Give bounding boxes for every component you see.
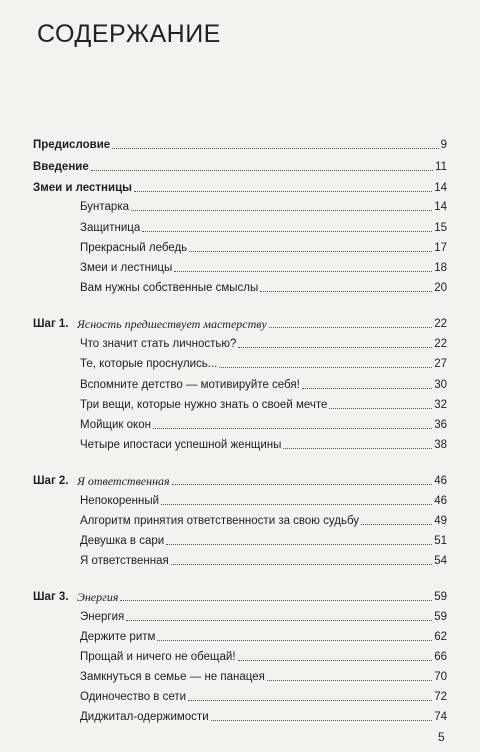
page-number: 5 bbox=[438, 730, 445, 744]
toc-subentry[interactable] bbox=[80, 279, 447, 295]
toc-entry-label: Прекрасный лебедь bbox=[80, 242, 188, 254]
dot-leader bbox=[166, 544, 432, 545]
dot-leader bbox=[188, 700, 432, 701]
dot-leader bbox=[238, 347, 432, 348]
dot-leader bbox=[131, 210, 432, 211]
toc-entry-label: Я ответственная bbox=[80, 555, 169, 567]
toc-entry-label: Три вещи, которые нужно знать о своей мечте bbox=[80, 399, 328, 411]
toc-entry-page: 74 bbox=[434, 711, 447, 723]
dot-leader bbox=[161, 504, 432, 505]
dot-leader bbox=[189, 251, 432, 252]
toc-entry-page: 36 bbox=[434, 419, 447, 431]
toc-entry-page: 62 bbox=[434, 631, 447, 643]
dot-leader bbox=[174, 271, 432, 272]
dot-leader bbox=[171, 564, 432, 565]
toc-step-heading[interactable] bbox=[33, 472, 447, 488]
toc-entry-page: 11 bbox=[435, 161, 447, 173]
toc-subentry[interactable] bbox=[80, 512, 447, 528]
toc-subentry[interactable] bbox=[80, 648, 447, 664]
dot-leader bbox=[267, 680, 432, 681]
toc-entry-label: Змеи и лестницы bbox=[33, 182, 132, 194]
toc-entry-label: Четыре ипостаси успешной женщины bbox=[80, 439, 282, 451]
toc-entry-label: Вспомните детство — мотивируйте себя! bbox=[80, 379, 300, 391]
toc-entry-label: Диджитал-одержимости bbox=[80, 711, 209, 723]
dot-leader bbox=[219, 367, 432, 368]
toc-subentry[interactable] bbox=[80, 396, 447, 412]
dot-leader bbox=[126, 620, 432, 621]
toc-subentry[interactable] bbox=[80, 552, 447, 568]
dot-leader bbox=[91, 170, 433, 171]
toc-entry-page: 38 bbox=[434, 439, 447, 451]
toc-entry-page: 66 bbox=[434, 651, 447, 663]
toc-subentry[interactable] bbox=[80, 608, 447, 624]
toc-entry-label: Прощай и ничего не обещай! bbox=[80, 651, 236, 663]
dot-leader bbox=[112, 148, 438, 149]
dot-leader bbox=[260, 291, 432, 292]
toc-entry-page: 18 bbox=[434, 262, 447, 274]
toc-entry-label: Девушка в сари bbox=[80, 535, 165, 547]
toc-entry-page: 30 bbox=[434, 379, 447, 391]
dot-leader bbox=[211, 720, 433, 721]
toc-entry[interactable] bbox=[33, 158, 447, 174]
toc-entry-page: 72 bbox=[434, 691, 447, 703]
toc-entry-label: Вам нужны собственные смыслы bbox=[80, 282, 259, 294]
toc-entry-label: Энергия bbox=[80, 611, 125, 623]
toc-subentry[interactable] bbox=[80, 628, 447, 644]
step-title: Я ответственная bbox=[77, 474, 170, 488]
step-number: Шаг 3. bbox=[33, 591, 69, 603]
toc-entry-label: Алгоритм принятия ответственности за свою судьбу bbox=[80, 515, 360, 527]
toc-subentry[interactable] bbox=[80, 708, 447, 724]
toc-entry-label: Держите ритм bbox=[80, 631, 156, 643]
toc-subentry[interactable] bbox=[80, 688, 447, 704]
toc-entry[interactable] bbox=[33, 136, 447, 152]
toc-entry-page: 14 bbox=[434, 182, 447, 194]
toc-entry-page: 54 bbox=[434, 555, 447, 567]
toc-subentry[interactable] bbox=[80, 532, 447, 548]
toc-subentry[interactable] bbox=[80, 492, 447, 508]
toc-subentry[interactable] bbox=[80, 668, 447, 684]
step-title: Ясность предшествует мастерству bbox=[77, 317, 267, 331]
toc-entry-label: Что значит стать личностью? bbox=[80, 338, 237, 350]
toc-entry-page: 20 bbox=[434, 282, 447, 294]
toc-entry[interactable] bbox=[33, 179, 447, 195]
toc-entry-page: 46 bbox=[434, 495, 447, 507]
toc-subentry[interactable] bbox=[80, 355, 447, 371]
toc-subentry[interactable] bbox=[80, 436, 447, 452]
dot-leader bbox=[238, 660, 433, 661]
dot-leader bbox=[269, 327, 432, 328]
toc-entry-label: Замкнуться в семье — не панацея bbox=[80, 671, 265, 683]
toc-entry-page: 32 bbox=[434, 399, 447, 411]
dot-leader bbox=[361, 524, 432, 525]
dot-leader bbox=[329, 408, 432, 409]
toc-entry-page: 49 bbox=[434, 515, 447, 527]
toc-subentry[interactable] bbox=[80, 219, 447, 235]
toc-entry-label: Непокоренный bbox=[80, 495, 160, 507]
toc-subentry[interactable] bbox=[80, 239, 447, 255]
toc-entry-label: Защитница bbox=[80, 222, 141, 234]
toc-entry-label: Введение bbox=[33, 161, 89, 173]
toc-entry-label: Бунтарка bbox=[80, 201, 130, 213]
toc-subentry[interactable] bbox=[80, 416, 447, 432]
toc-entry-page: 27 bbox=[434, 358, 447, 370]
toc-entry-label: Змеи и лестницы bbox=[80, 262, 173, 274]
toc-entry-label: Мойщик окон bbox=[80, 419, 151, 431]
dot-leader bbox=[120, 600, 432, 601]
toc-entry-page: 22 bbox=[434, 318, 447, 330]
toc-entry-label: Одиночество в сети bbox=[80, 691, 187, 703]
dot-leader bbox=[157, 640, 432, 641]
toc-entry-page: 51 bbox=[434, 535, 447, 547]
toc-entry-page: 22 bbox=[434, 338, 447, 350]
toc-entry-page: 59 bbox=[434, 591, 447, 603]
toc-entry-page: 70 bbox=[434, 671, 447, 683]
step-number: Шаг 1. bbox=[33, 318, 69, 330]
step-number: Шаг 2. bbox=[33, 475, 69, 487]
toc-subentry[interactable] bbox=[80, 198, 447, 214]
dot-leader bbox=[153, 428, 432, 429]
dot-leader bbox=[283, 448, 432, 449]
toc-entry-page: 15 bbox=[434, 222, 447, 234]
dot-leader bbox=[172, 484, 433, 485]
toc-entry-page: 59 bbox=[434, 611, 447, 623]
toc-subentry[interactable] bbox=[80, 376, 447, 392]
toc-entry-page: 46 bbox=[434, 475, 447, 487]
toc-entry-page: 17 bbox=[434, 242, 447, 254]
toc-entry-label: Те, которые проснулись... bbox=[80, 358, 218, 370]
toc-entry-page: 14 bbox=[434, 201, 447, 213]
page-title: СОДЕРЖАНИЕ bbox=[37, 20, 221, 48]
dot-leader bbox=[134, 191, 432, 192]
toc-subentry[interactable] bbox=[80, 335, 447, 351]
toc-entry-page: 9 bbox=[440, 139, 447, 151]
toc-subentry[interactable] bbox=[80, 259, 447, 275]
dot-leader bbox=[302, 388, 432, 389]
toc-step-heading[interactable] bbox=[33, 588, 447, 604]
dot-leader bbox=[142, 231, 432, 232]
toc-entry-label: Предисловие bbox=[33, 139, 111, 151]
toc-step-heading[interactable] bbox=[33, 315, 447, 331]
step-title: Энергия bbox=[77, 590, 119, 604]
